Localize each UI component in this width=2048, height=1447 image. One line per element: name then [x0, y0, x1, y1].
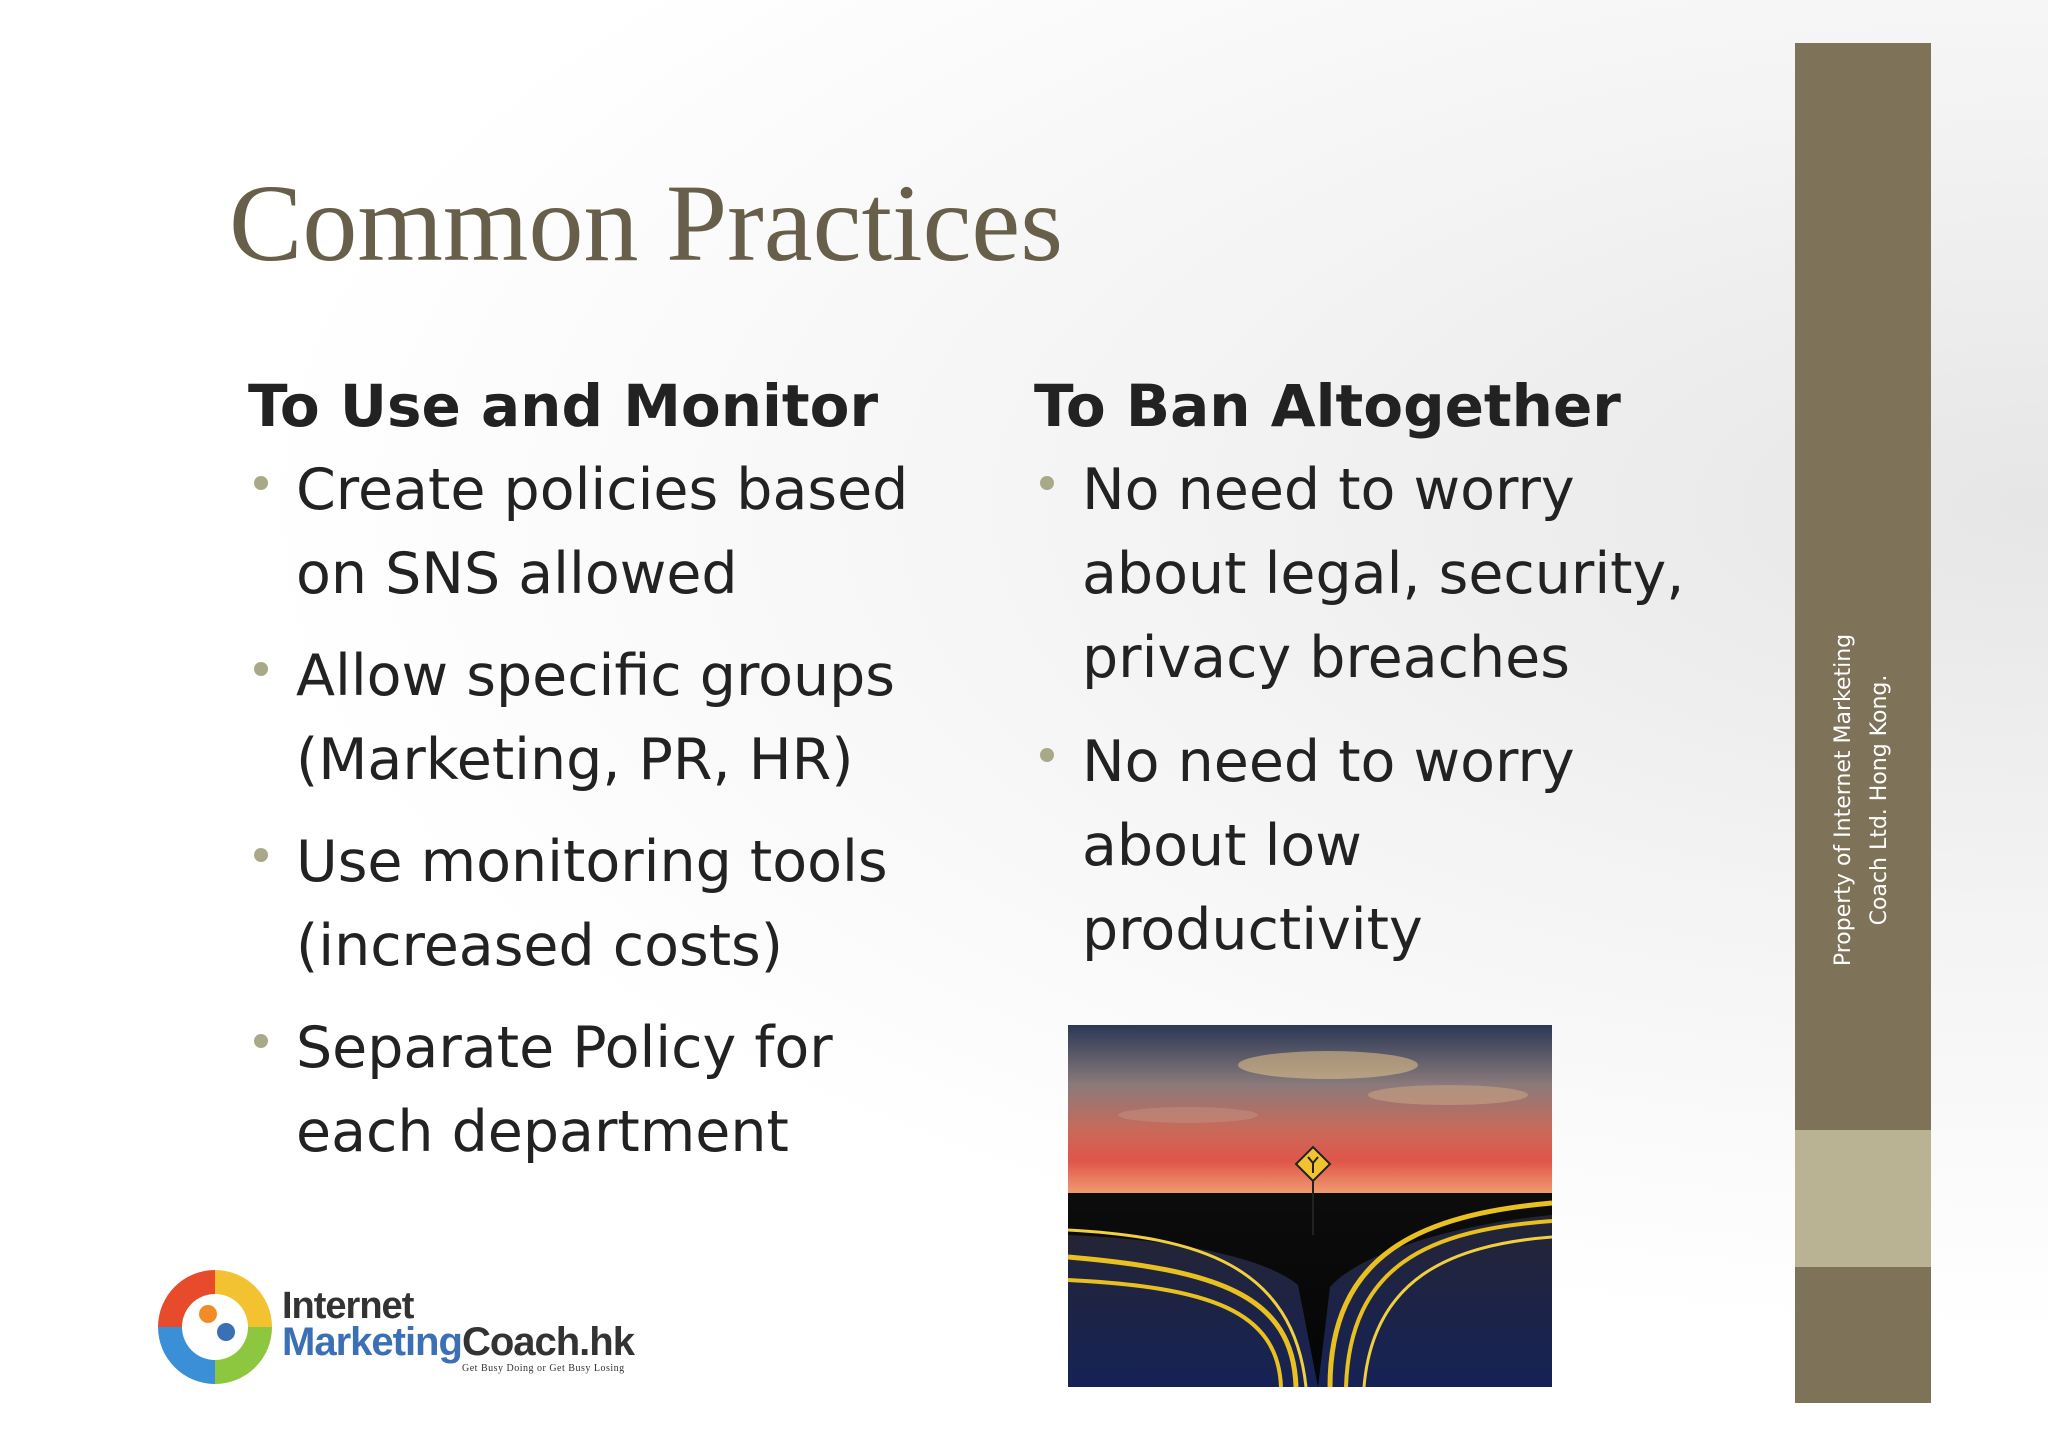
right-column-heading: To Ban Altogether	[1034, 372, 1621, 440]
internet-marketing-coach-logo	[150, 1262, 650, 1392]
bullet-line: Allow specific groups	[296, 643, 896, 709]
round-bullet-icon	[1040, 748, 1054, 762]
list-item	[248, 448, 908, 616]
bullet-line: (increased costs)	[296, 913, 783, 979]
bullet-line: privacy breaches	[1082, 625, 1570, 691]
left-column-heading: To Use and Monitor	[248, 372, 879, 440]
list-item	[1034, 720, 1575, 972]
logo-text-coach: Coach.hk	[461, 1320, 634, 1364]
logo-tagline: Get Busy Doing or Get Busy Losing	[462, 1363, 625, 1374]
round-bullet-icon	[254, 662, 268, 676]
bullet-line: each department	[296, 1099, 789, 1165]
bullet-line: on SNS allowed	[296, 541, 738, 607]
list-item	[248, 634, 895, 802]
list-item	[248, 820, 888, 988]
bullet-line: Create policies based	[296, 457, 909, 523]
copyright-vertical-text	[1826, 600, 1898, 1000]
road-fork-sunset-image	[1068, 1025, 1552, 1387]
bullet-line: about legal, security,	[1082, 541, 1685, 607]
left-column	[248, 370, 968, 1165]
right-column	[1034, 370, 1714, 963]
bullet-line: (Marketing, PR, HR)	[296, 727, 854, 793]
logo-text-marketing: Marketing	[282, 1320, 462, 1364]
logo-text-internet: Internet	[282, 1285, 414, 1327]
bullet-line: about low	[1082, 813, 1362, 879]
round-bullet-icon	[254, 476, 268, 490]
sidebar-accent-block	[1795, 1130, 1931, 1267]
logo-text-marketing-coach	[282, 1320, 634, 1364]
slide-title: Common Practices	[229, 162, 1064, 284]
round-bullet-icon	[1040, 476, 1054, 490]
colorful-swirl-logo-icon	[150, 1262, 280, 1392]
round-bullet-icon	[254, 1034, 268, 1048]
round-bullet-icon	[254, 848, 268, 862]
bullet-line: No need to worry	[1082, 729, 1575, 795]
list-item	[248, 1006, 833, 1174]
bullet-line: No need to worry	[1082, 457, 1575, 523]
copyright-line: Coach Ltd. Hong Kong.	[1867, 674, 1892, 926]
copyright-line: Property of Internet Marketing	[1831, 633, 1856, 967]
bullet-line: productivity	[1082, 897, 1423, 963]
list-item	[1034, 448, 1684, 700]
bullet-line: Separate Policy for	[296, 1015, 833, 1081]
bullet-line: Use monitoring tools	[296, 829, 888, 895]
